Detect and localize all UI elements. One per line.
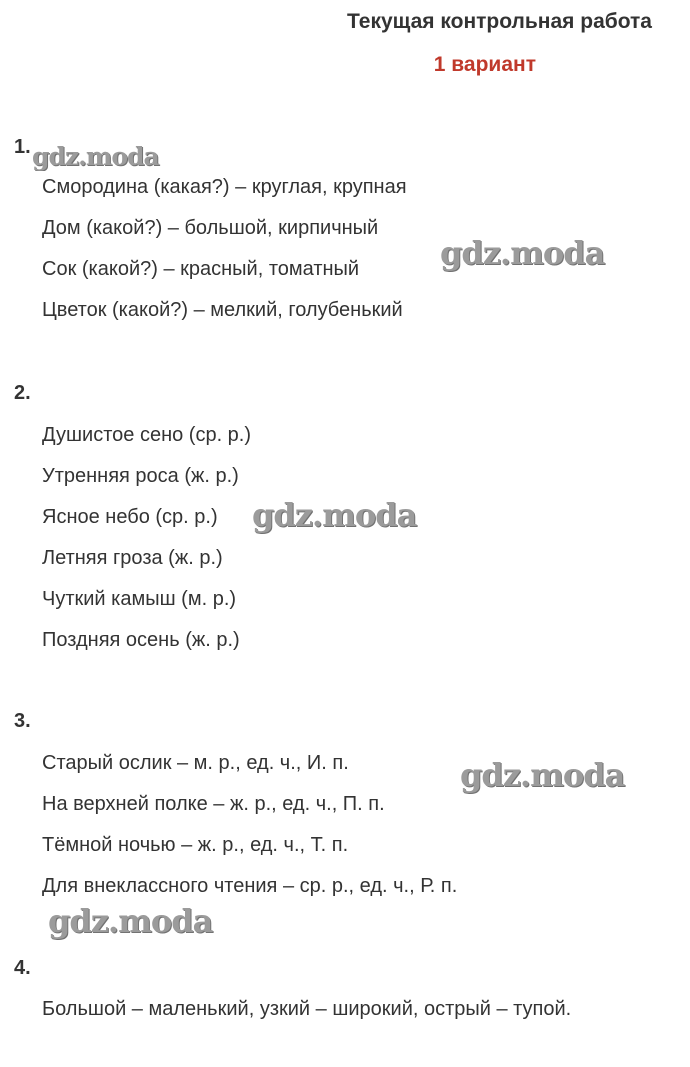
watermark: gdz.moda [460,756,625,794]
watermark: gdz.moda [32,142,159,171]
watermark: gdz.moda [252,496,417,534]
watermark: gdz.moda [440,234,605,272]
watermark: gdz.moda [48,902,213,940]
task-1-line-1: Смородина (какая?) – круглая, крупная [42,176,407,198]
task-2-line-2: Утренняя роса (ж. р.) [42,465,239,487]
task-1-line-2: Дом (какой?) – большой, кирпичный [42,217,379,239]
task-4-number: 4. [14,957,31,979]
task-3-line-1: Старый ослик – м. р., ед. ч., И. п. [42,752,349,774]
task-3-line-4: Для внеклассного чтения – ср. р., ед. ч., Р. п. [42,875,458,897]
task-3-line-3: Тёмной ночью – ж. р., ед. ч., Т. п. [42,834,349,856]
task-1-number: 1. [14,136,31,158]
task-2-line-4: Летняя гроза (ж. р.) [42,547,223,569]
task-3-number: 3. [14,710,31,732]
page-title: Текущая контрольная работа [346,10,652,33]
task-2-line-1: Душистое сено (ср. р.) [42,424,252,446]
task-3-line-2: На верхней полке – ж. р., ед. ч., П. п. [42,793,385,815]
task-1-line-4: Цветок (какой?) – мелкий, голубенький [42,299,403,321]
task-1-line-3: Сок (какой?) – красный, томатный [42,258,360,280]
task-2-line-6: Поздняя осень (ж. р.) [42,629,240,651]
variant-label: 1 вариант [433,53,536,76]
task-2-line-5: Чуткий камыш (м. р.) [42,588,237,610]
task-4-line-1: Большой – маленький, узкий – широкий, острый – тупой. [42,998,572,1020]
task-2-line-3: Ясное небо (ср. р.) [42,506,218,528]
task-2-number: 2. [14,382,31,404]
